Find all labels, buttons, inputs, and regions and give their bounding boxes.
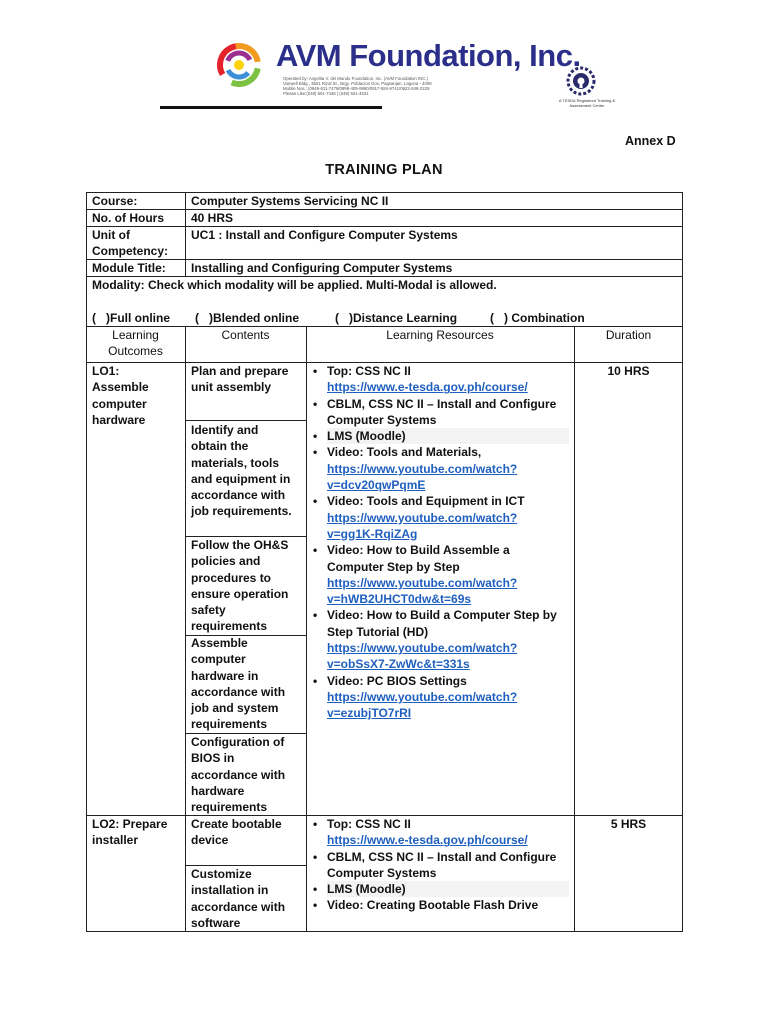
bullet-icon: •: [313, 882, 318, 897]
content-line: accordance with: [191, 767, 286, 782]
resource-text: Step Tutorial (HD): [327, 624, 429, 639]
content-line: hardware: [191, 783, 245, 798]
document-title: TRAINING PLAN: [325, 162, 443, 178]
resource-item: [310, 428, 572, 444]
content-item: [191, 734, 285, 815]
tesda-seal-caption: A TESDA Registered Training & Assessment Center: [558, 98, 616, 108]
resource-item: [310, 444, 572, 493]
resource-item: [310, 363, 572, 396]
tesda-seal-icon: [566, 66, 596, 96]
resource-text: Computer Step by Step: [327, 559, 460, 574]
modality-instruction: Modality: Check which modality will be applied. Multi-Modal is allowed.: [92, 278, 497, 292]
unit-label-line: Competency:: [92, 244, 169, 259]
resource-item: [310, 542, 572, 607]
content-item: [191, 537, 288, 635]
resource-text: LMS (Moodle): [327, 428, 569, 444]
learning-outcome-lo2: [92, 816, 167, 849]
bullet-icon: •: [313, 429, 318, 444]
resource-text: CBLM, CSS NC II – Install and Configure: [327, 849, 557, 864]
content-line: accordance with: [191, 488, 286, 503]
address-line: Operated by: Angelita V. del Mundo Foundation, Inc. (AVM Foundation INC.): [283, 76, 428, 81]
content-line: materials, tools: [191, 455, 280, 470]
bullet-icon: •: [313, 608, 318, 623]
content-line: hardware in: [191, 668, 259, 683]
outcome-line: LO1:: [92, 364, 120, 378]
content-line: Identify and: [191, 423, 259, 437]
content-item: [191, 363, 288, 396]
unit-label: [92, 227, 168, 260]
resource-text: Top: CSS NC II: [327, 364, 411, 378]
resource-link[interactable]: v=gg1K-RqiZAg: [327, 526, 418, 541]
address-line: Please Like:(049) 501-7436 | (049) 501-4631: [283, 91, 369, 97]
content-line: software: [191, 915, 241, 930]
bullet-icon: •: [313, 543, 318, 558]
resource-item: [310, 673, 572, 722]
bullet-icon: •: [313, 364, 318, 378]
resource-text: Top: CSS NC II: [327, 817, 411, 831]
resource-item: [310, 396, 572, 429]
header-learning-resources: Learning Resources: [386, 328, 494, 342]
learning-outcome-lo1: [92, 363, 149, 428]
bullet-icon: •: [313, 396, 318, 411]
header-learning-outcomes: [86, 327, 185, 360]
resource-item: [310, 897, 572, 913]
resource-text: Computer Systems: [327, 412, 437, 427]
resource-link[interactable]: v=dcv20qwPqmE: [327, 478, 426, 493]
resource-text: Video: PC BIOS Settings: [327, 673, 467, 688]
content-line: device: [191, 833, 229, 848]
resource-text: Video: How to Build Assemble a: [327, 543, 510, 558]
header-rule: [160, 106, 382, 109]
unit-value: UC1 : Install and Configure Computer Systems: [191, 228, 458, 242]
resource-link[interactable]: v=obSsX7-ZwWc&t=331s: [327, 657, 470, 672]
content-line: Customize: [191, 867, 252, 881]
duration-lo1: 10 HRS: [607, 364, 650, 378]
content-line: ensure operation: [191, 586, 289, 601]
modality-option-combination[interactable]: ( ) Combination: [490, 311, 585, 325]
unit-label-line: Unit of: [92, 228, 130, 242]
annex-label: Annex D: [625, 134, 676, 148]
content-line: installation in: [191, 883, 269, 898]
bullet-icon: •: [313, 445, 318, 460]
content-item: [191, 635, 285, 733]
avm-logo-icon: [212, 38, 270, 88]
resource-link[interactable]: https://www.youtube.com/watch?: [327, 641, 518, 656]
resource-link[interactable]: https://www.e-tesda.gov.ph/course/: [327, 833, 528, 848]
resource-text: Computer Systems: [327, 865, 437, 880]
resource-link[interactable]: v=ezubjTO7rRI: [327, 706, 412, 721]
content-line: procedures to: [191, 570, 272, 585]
bullet-icon: •: [313, 817, 318, 831]
resource-list-lo1: [310, 363, 572, 722]
table-divider: [185, 326, 186, 932]
resource-text: Video: Tools and Equipment in ICT: [327, 494, 525, 509]
outcome-line: LO2: Prepare: [92, 817, 168, 831]
content-line: computer: [191, 652, 246, 667]
resource-item: [310, 849, 572, 882]
resource-text: Video: Tools and Materials,: [327, 445, 482, 460]
content-line: unit assembly: [191, 380, 272, 395]
hours-value: 40 HRS: [191, 211, 234, 225]
content-line: Plan and prepare: [191, 364, 289, 378]
outcome-line: computer: [92, 396, 147, 411]
resource-text: LMS (Moodle): [327, 881, 569, 897]
content-line: job and system: [191, 701, 279, 716]
resource-list-lo2: [310, 816, 572, 914]
bullet-icon: •: [313, 673, 318, 688]
modality-option-distance-learning[interactable]: ( )Distance Learning: [335, 311, 458, 325]
header-line: Outcomes: [108, 344, 163, 359]
organization-name: AVM Foundation, Inc.: [276, 38, 581, 73]
content-item: [191, 816, 282, 849]
table-divider: [185, 192, 186, 276]
resource-item: [310, 493, 572, 542]
content-item: [191, 866, 285, 931]
organization-address: [283, 76, 543, 96]
content-line: requirements: [191, 717, 268, 732]
resource-link[interactable]: v=hWB2UHCT0dw&t=69s: [327, 592, 472, 607]
content-line: and equipment in: [191, 471, 291, 486]
modality-option-full-online[interactable]: ( )Full online: [92, 311, 170, 325]
content-line: safety: [191, 603, 226, 618]
modality-option-blended-online[interactable]: ( )Blended online: [195, 311, 299, 325]
resource-item: [310, 816, 572, 849]
resource-link[interactable]: https://www.youtube.com/watch?: [327, 510, 518, 525]
address-line: Mobile Nos.: (0949-611-7479/0999-409-9990/0917-584-9741/0922-848-2229: [283, 86, 430, 92]
duration-lo2: 5 HRS: [610, 817, 647, 831]
hours-label: No. of Hours: [92, 211, 164, 225]
bullet-icon: •: [313, 898, 318, 913]
header-contents: Contents: [221, 328, 270, 342]
content-line: obtain the: [191, 439, 249, 454]
module-label: Module Title:: [92, 261, 166, 275]
resource-link[interactable]: https://www.youtube.com/watch?: [327, 575, 518, 590]
content-line: BIOS in: [191, 751, 235, 766]
outcome-line: hardware: [92, 412, 146, 427]
outcome-line: installer: [92, 833, 139, 848]
course-value: Computer Systems Servicing NC II: [191, 194, 389, 208]
bullet-icon: •: [313, 849, 318, 864]
course-label: Course:: [92, 194, 138, 208]
resource-text: CBLM, CSS NC II – Install and Configure: [327, 396, 557, 411]
table-divider: [306, 326, 307, 932]
content-line: policies and: [191, 554, 261, 569]
outcome-line: Assemble: [92, 380, 149, 395]
resource-item: [310, 881, 572, 897]
content-line: requirements: [191, 800, 268, 815]
header-line: Learning: [112, 328, 159, 342]
content-line: Configuration of: [191, 735, 285, 749]
resource-item: [310, 607, 572, 672]
content-line: requirements: [191, 619, 268, 634]
resource-text: Video: Creating Bootable Flash Drive: [327, 898, 539, 913]
content-line: Assemble: [191, 636, 248, 650]
content-item: [191, 422, 292, 520]
resource-link[interactable]: https://www.e-tesda.gov.ph/course/: [327, 380, 528, 395]
resource-link[interactable]: https://www.youtube.com/watch?: [327, 461, 518, 476]
resource-text: Video: How to Build a Computer Step by: [327, 608, 557, 623]
header-duration: Duration: [605, 328, 652, 342]
module-value: Installing and Configuring Computer Systems: [191, 261, 453, 275]
content-line: Follow the OH&S: [191, 538, 289, 552]
content-line: accordance with: [191, 684, 286, 699]
table-divider: [185, 420, 306, 421]
address-line: Vanwell Bldg., 3501 Rizal St., Brgy. Poblacion Dos, Pagsanjan, Laguna - 4008: [283, 81, 432, 87]
table-divider: [574, 326, 575, 932]
bullet-icon: •: [313, 494, 318, 509]
content-line: accordance with: [191, 899, 286, 914]
content-line: Create bootable: [191, 817, 282, 831]
content-line: job requirements.: [191, 504, 292, 519]
resource-link[interactable]: https://www.youtube.com/watch?: [327, 689, 518, 704]
